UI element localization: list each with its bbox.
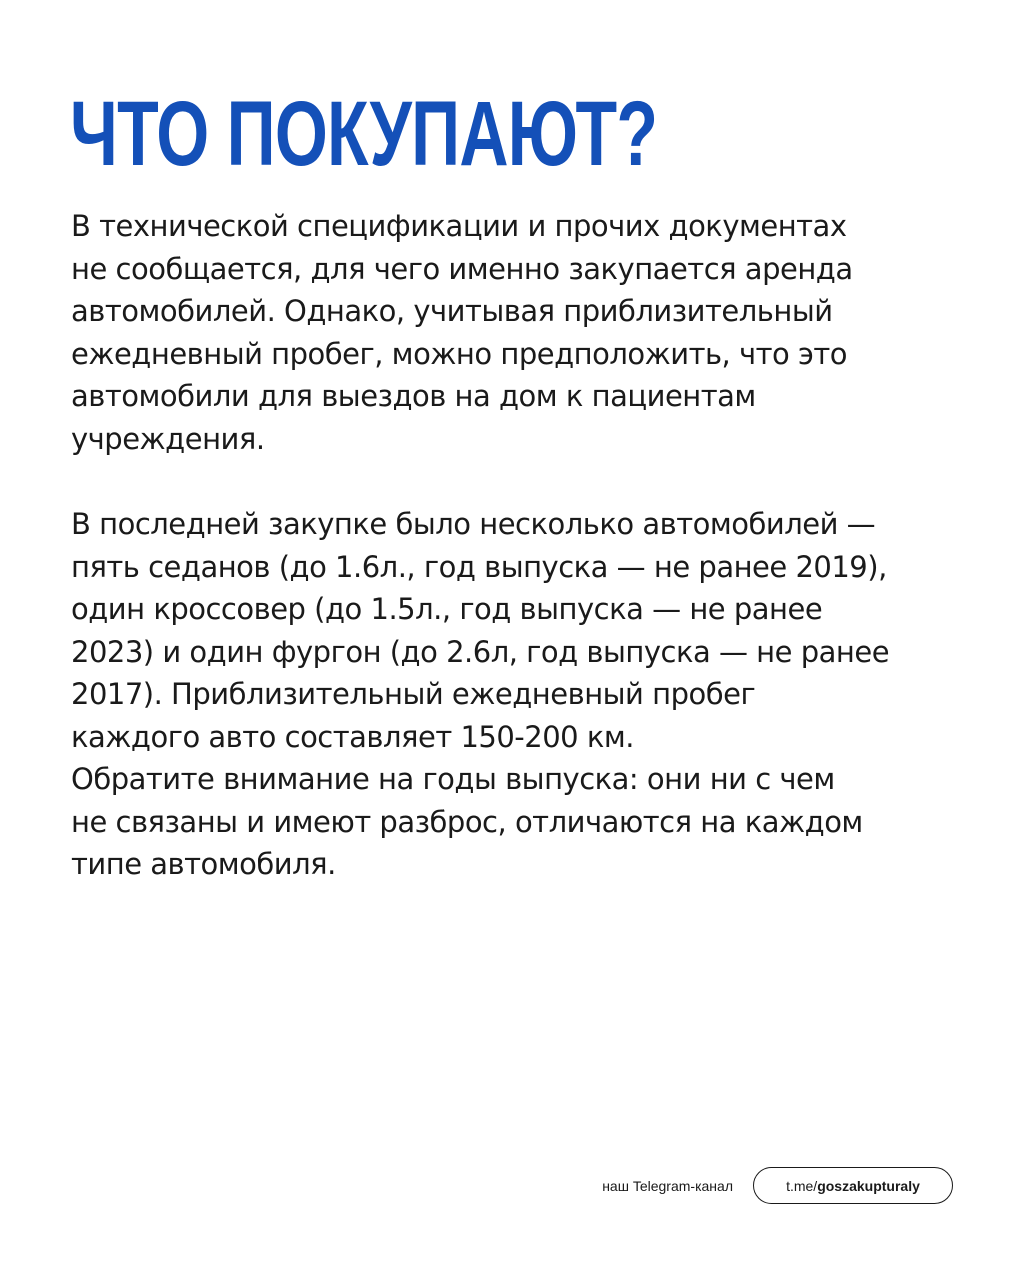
body-text — [71, 205, 971, 886]
telegram-channel-label: наш Telegram-канал — [602, 1177, 733, 1194]
paragraph-intro: В технической спецификации и прочих документах не сообщается, для чего именно закупается аренда автомобилей. Однако, учитывая приблизительный ежедневный пробег, можно предположить, что это автомобили для выездов на дом к пациентам учреждения. — [71, 209, 853, 456]
paragraph-spacer — [71, 460, 971, 503]
link-handle: goszakupturaly — [817, 1177, 920, 1194]
link-prefix: t.me/ — [786, 1177, 818, 1194]
telegram-channel-link[interactable] — [753, 1167, 953, 1204]
paragraph-details: В последней закупке было несколько автомобилей — пять седанов (до 1.6л., год выпуска — не ранее 2019), один кроссовер (до 1.5л., год выпуска — не ранее 2023) и один фургон (до 2.6л, год выпуска — не ранее 2017). Приблизительный ежедневный пробег каждого авто составляет 150-200 км. Обратите внимание на годы выпуска: они ни с чем не связаны и имеют разброс, отличаются на каждом типе автомобиля. — [71, 507, 890, 881]
page-title: ЧТО ПОКУПАЮТ? — [70, 83, 658, 185]
footer — [602, 1167, 953, 1204]
